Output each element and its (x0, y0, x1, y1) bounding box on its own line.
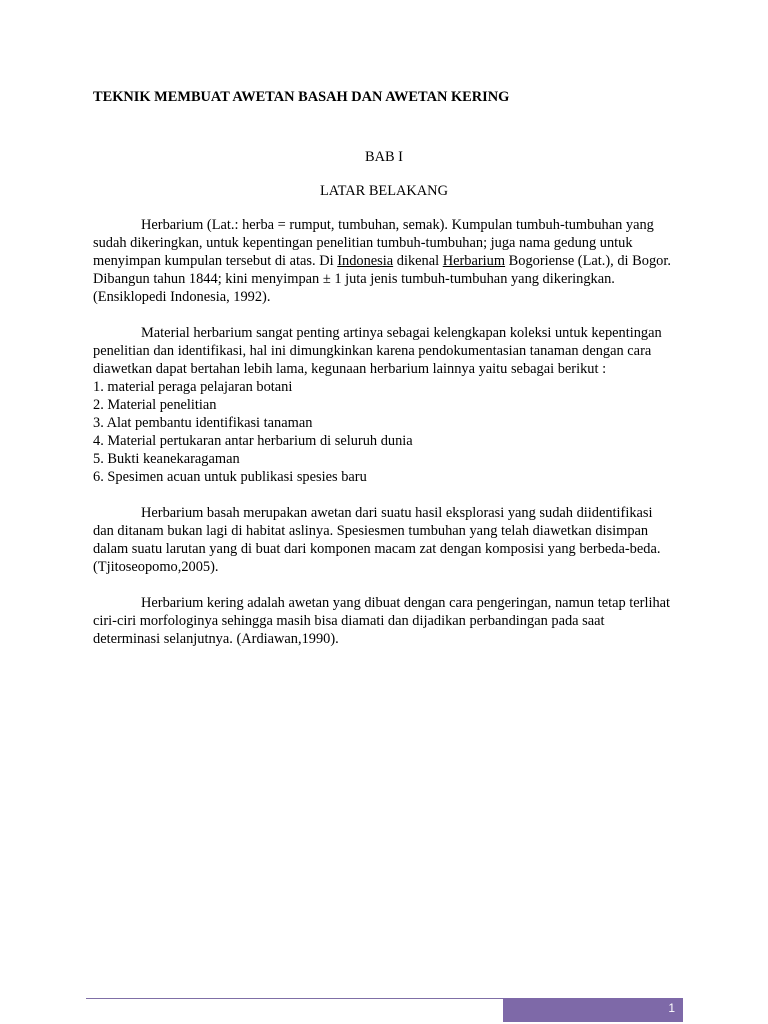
list-item: 4. Material pertukaran antar herbarium di seluruh dunia (93, 433, 413, 449)
paragraph-text: dikenal (393, 253, 443, 269)
paragraph-herbarium-kering: Herbarium kering adalah awetan yang dibuat dengan cara pengeringan, namun tetap terlihat ciri-ciri morfologinya sehingga masih bisa diamati dan dijadikan perbandingan pada saat determinasi selanjutnya. (Ardiawan,1990). (93, 595, 671, 647)
paragraph-herbarium-definition (93, 216, 675, 306)
paragraph-text: Bogoriense (Lat.), di Bogor. Dibangun tahun 1844; kini menyimpan ± 1 juta jenis tumbuh-tumbuhan yang dikeringkan. (Ensiklopedi Indonesia, 1992). (93, 253, 671, 305)
paragraph-text: Herbarium (Lat.: herba = rumput, tumbuhan, semak). Kumpulan tumbuh-tumbuhan yang sudah dikeringkan, untuk kepentingan penelitian tumbuh-tumbuhan; juga nama gedung untuk menyimpan kumpulan tersebut di atas. Di (93, 217, 654, 269)
list-item: 5. Bukti keanekaragaman (93, 451, 240, 467)
uses-list (93, 378, 675, 486)
list-item: 2. Material penelitian (93, 397, 217, 413)
page-number-box (503, 998, 683, 1022)
page-number: 1 (668, 1001, 675, 1015)
indonesia-link[interactable]: Indonesia (337, 253, 394, 269)
paragraph-herbarium-basah: Herbarium basah merupakan awetan dari suatu hasil eksplorasi yang sudah diidentifikasi dan ditanam bukan lagi di habitat aslinya. Spesiesmen tumbuhan yang telah diawetkan disimpan dalam suatu larutan yang di buat dari komponen macam zat dengan komposisi yang berbeda-beda. (Tjitoseopomo,2005). (93, 505, 661, 575)
page-body (93, 88, 675, 648)
list-item: 6. Spesimen acuan untuk publikasi spesies baru (93, 469, 367, 485)
footer-divider (86, 998, 503, 999)
list-item: 1. material peraga pelajaran botani (93, 379, 293, 395)
section-heading: LATAR BELAKANG (320, 183, 448, 199)
chapter-heading: BAB I (365, 149, 403, 165)
herbarium-link[interactable]: Herbarium (442, 253, 506, 269)
document-title: TEKNIK MEMBUAT AWETAN BASAH DAN AWETAN KERING (93, 89, 510, 105)
list-item: 3. Alat pembantu identifikasi tanaman (93, 415, 313, 431)
paragraph-herbarium-material: Material herbarium sangat penting artinya sebagai kelengkapan koleksi untuk kepentingan penelitian dan identifikasi, hal ini dimungkinkan karena pendokumentasian tanaman dengan cara diawetkan dapat bertahan lebih lama, kegunaan herbarium lainnya yaitu sebagai berikut : (93, 325, 662, 377)
